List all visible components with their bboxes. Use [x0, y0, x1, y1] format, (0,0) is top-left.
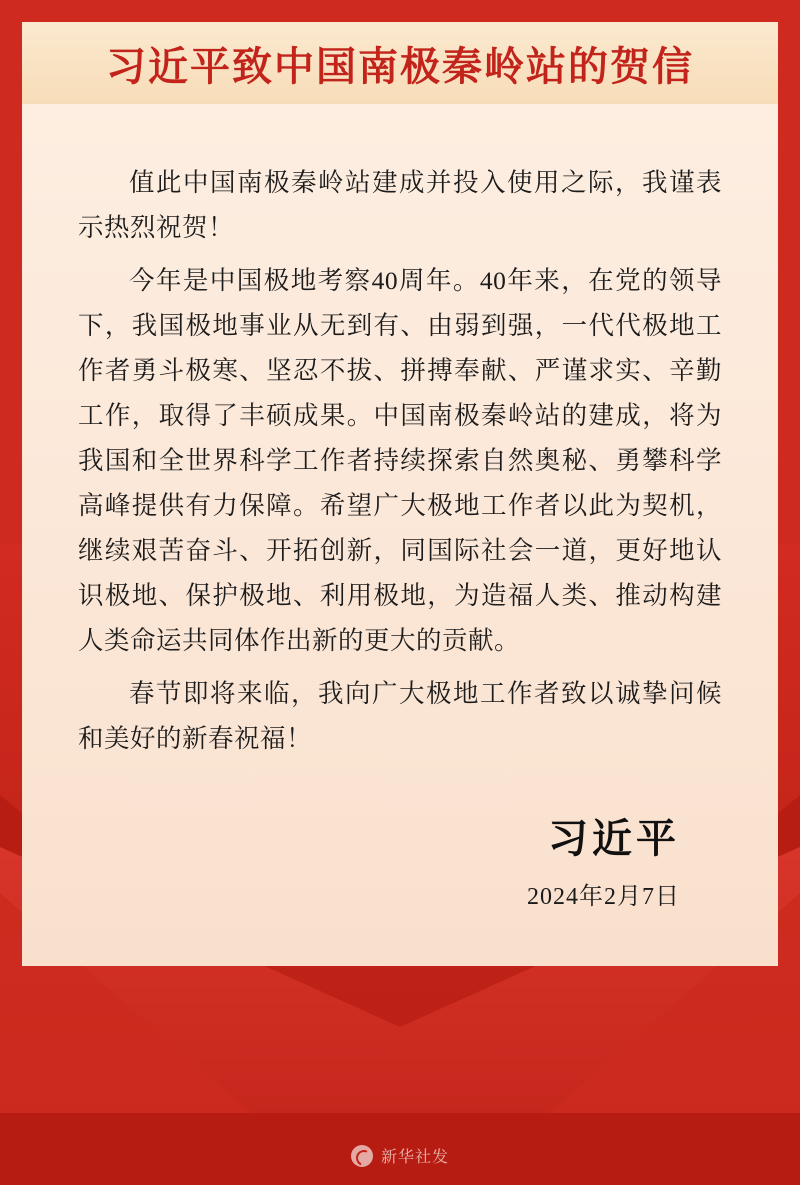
letter-paragraph-2: 今年是中国极地考察40周年。40年来，在党的领导下，我国极地事业从无到有、由弱到强，一代代极地工作者勇斗极寒、坚忍不拔、拼搏奉献、严谨求实、辛勤工作，取得了丰硕成果。中国南极秦岭站的建成，将为我国和全世界科学工作者持续探索自然奥秘、勇攀科学高峰提供有力保障。希望广大极地工作者以此为契机，继续艰苦奋斗、开拓创新，同国际社会一道，更好地认识极地、保护极地、利用极地，为造福人类、推动构建人类命运共同体作出新的更大的贡献。 [78, 266, 722, 655]
letter-paragraph-1: 值此中国南极秦岭站建成并投入使用之际，我谨表示热烈祝贺！ [78, 168, 722, 242]
letter-paragraph-3: 春节即将来临，我向广大极地工作者致以诚挚问候和美好的新春祝福！ [78, 679, 722, 753]
page-title: 习近平致中国南极秦岭站的贺信 [106, 43, 694, 89]
signature-date: 2024年2月7日 [527, 884, 680, 910]
letter-sheet [22, 104, 778, 966]
signature-block [78, 807, 722, 911]
title-band [22, 22, 778, 104]
signature-name: 习近平 [548, 816, 680, 861]
footer-credit [0, 1144, 800, 1167]
footer-credit-text: 新华社发 [380, 1149, 449, 1166]
xinhua-logo-icon [351, 1145, 373, 1167]
